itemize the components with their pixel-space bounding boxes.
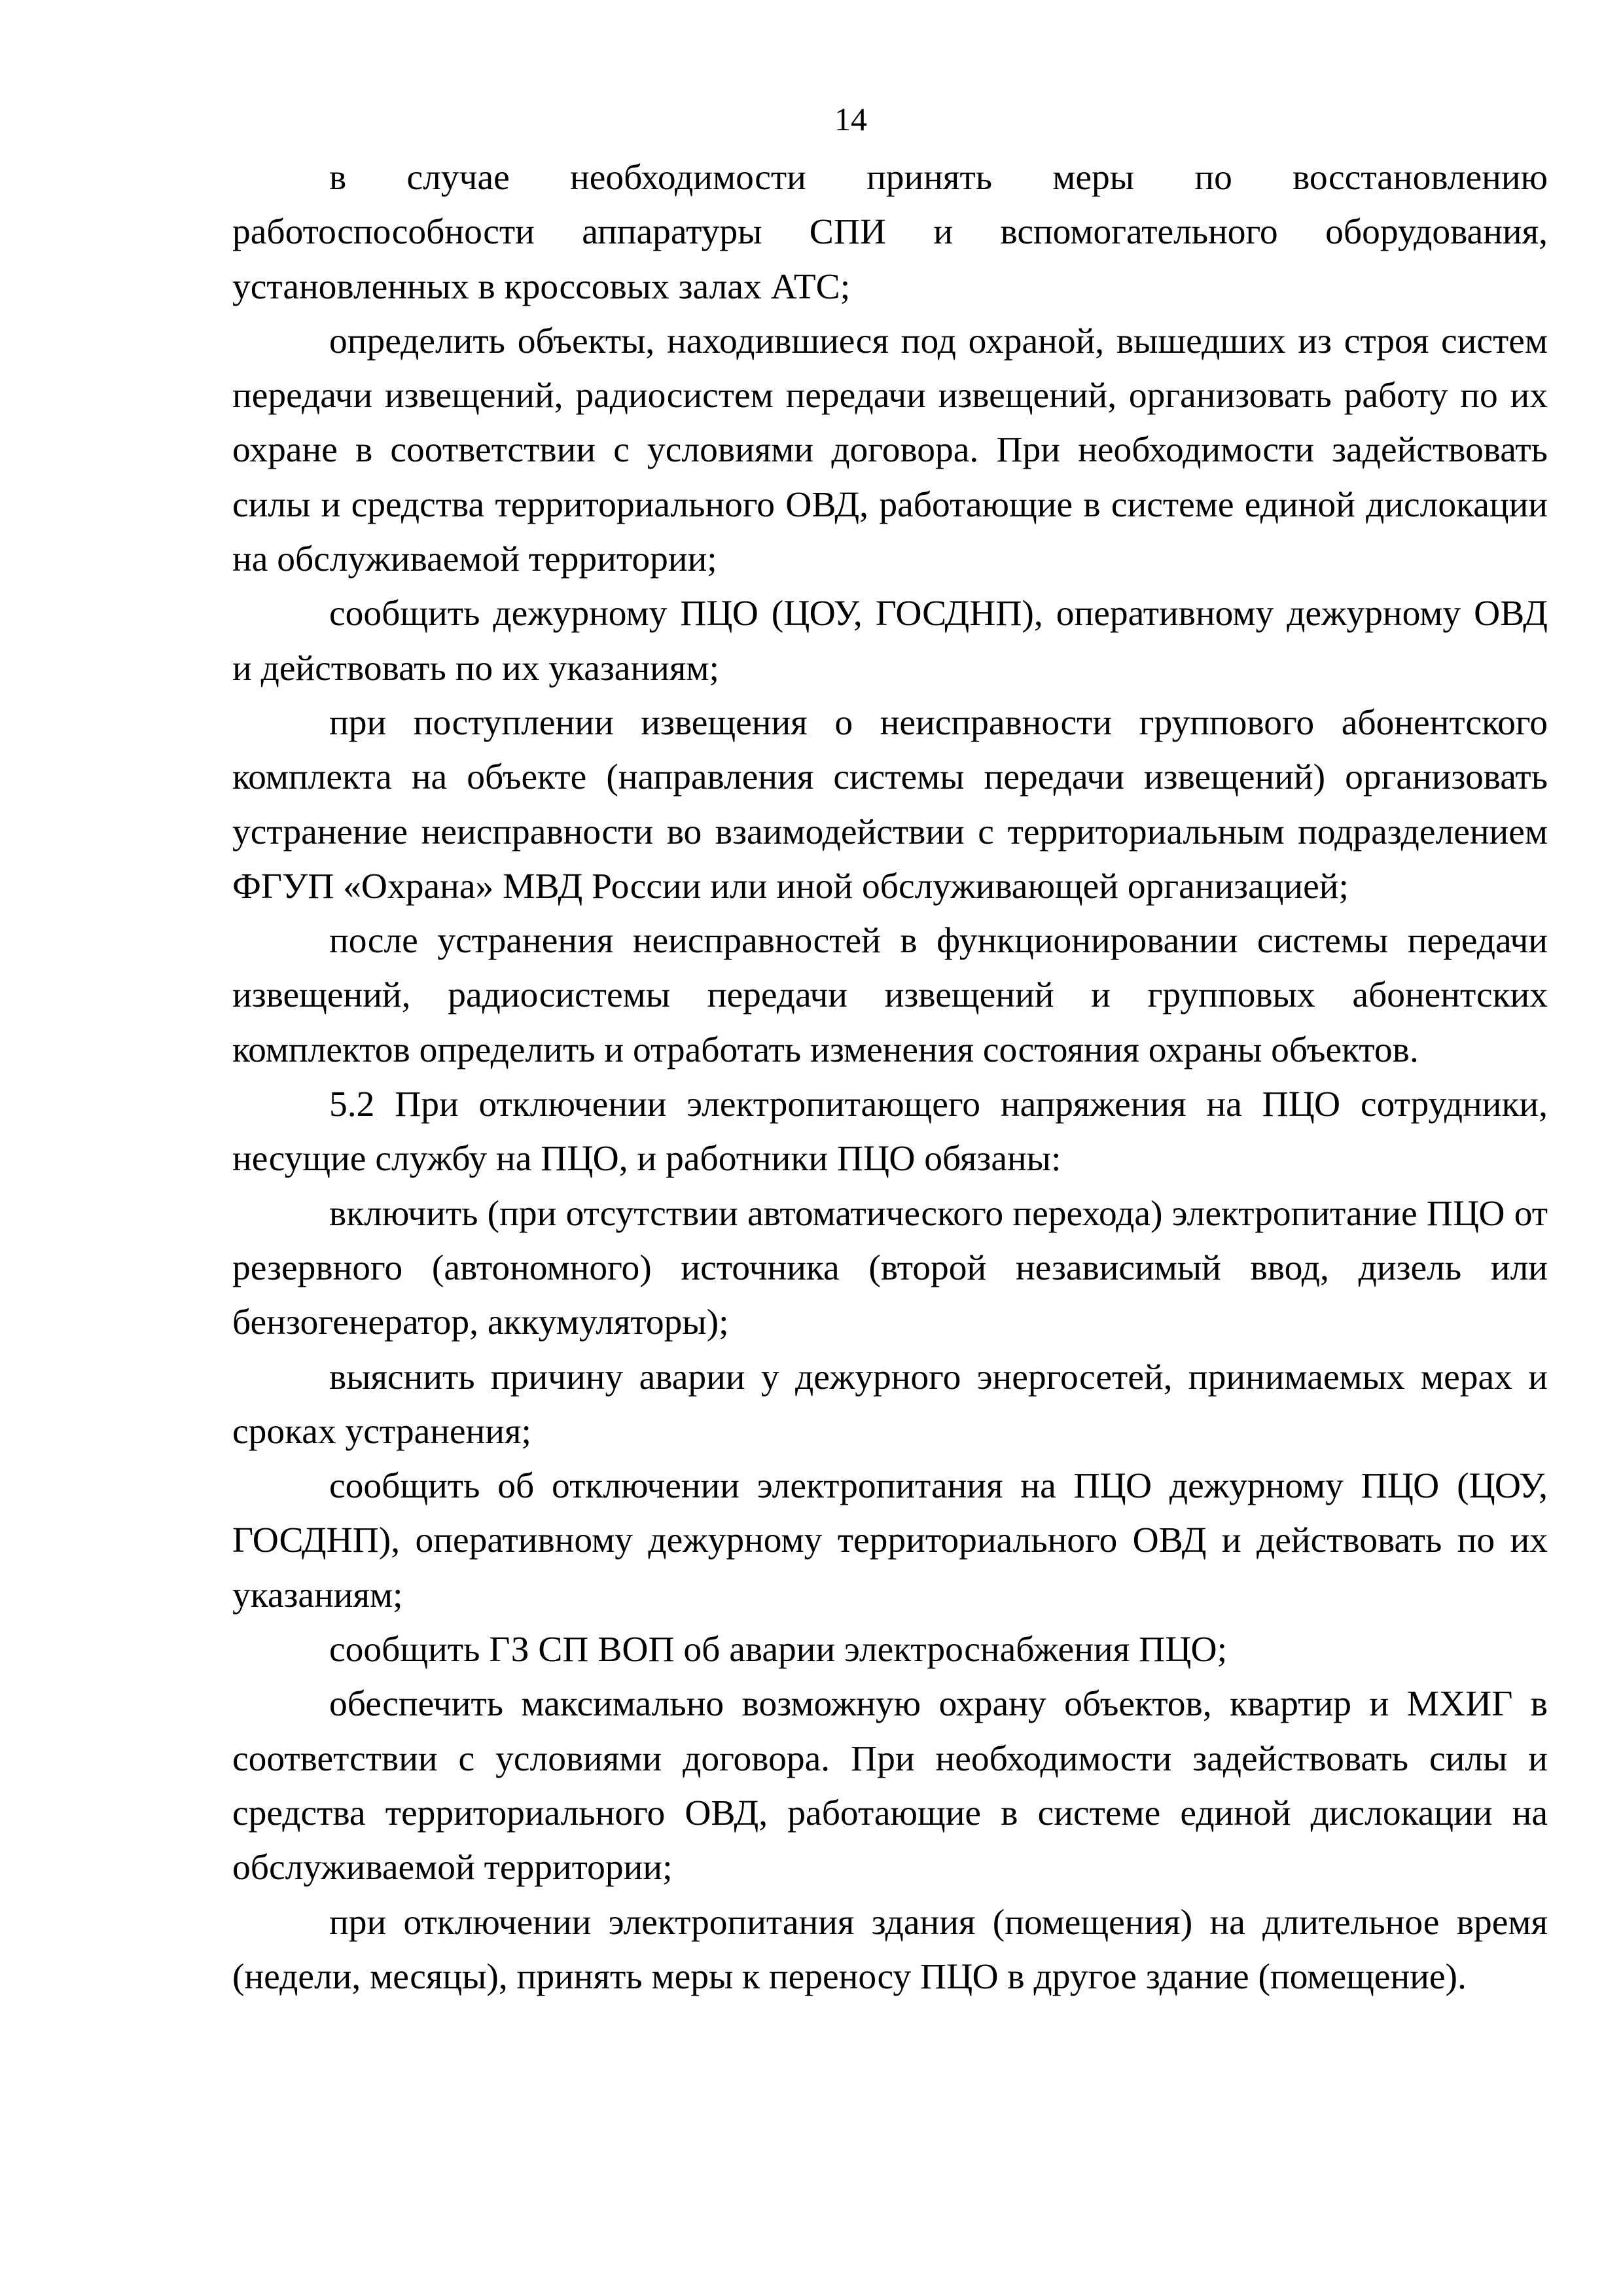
document-body: [232, 151, 1548, 2004]
paragraph: обеспечить максимально возможную охрану объектов, квартир и МХИГ в соответствии с условиями договора. При необходимости задействовать силы и средства территориального ОВД, работающие в системе единой дислокации на обслуживаемой территории;: [232, 1684, 1548, 1888]
paragraph: сообщить ГЗ СП ВОП об аварии электроснабжения ПЦО;: [329, 1630, 1228, 1670]
paragraph: при отключении электропитания здания (помещения) на длительное время (недели, месяцы), принять меры к переносу ПЦО в другое здание (помещение).: [232, 1902, 1548, 1997]
paragraph: определить объекты, находившиеся под охраной, вышедших из строя систем передачи извещений, радиосистем передачи извещений, организовать работу по их охране в соответствии с условиями договора. При необходимости задействовать силы и средства территориального ОВД, работающие в системе единой дислокации на обслуживаемой территории;: [232, 321, 1548, 580]
paragraph: сообщить об отключении электропитания на ПЦО дежурному ПЦО (ЦОУ, ГОСДНП), оперативному дежурному территориального ОВД и действовать по их указаниям;: [232, 1466, 1548, 1615]
paragraph: включить (при отсутствии автоматического перехода) электропитание ПЦО от резервного (автономного) источника (второй независимый ввод, дизель или бензогенератор, аккумуляторы);: [232, 1193, 1548, 1343]
paragraph: при поступлении извещения о неисправности группового абонентского комплекта на объекте (направления системы передачи извещений) организовать устранение неисправности во взаимодействии с территориальным подразделением ФГУП «Охрана» МВД России или иной обслуживающей организацией;: [232, 702, 1548, 906]
paragraph: сообщить дежурному ПЦО (ЦОУ, ГОСДНП), оперативному дежурному ОВД и действовать по их указаниям;: [232, 594, 1548, 689]
paragraph: в случае необходимости принять меры по восстановлению работоспособности аппаратуры СПИ и вспомогательного оборудования, установленных в кроссовых залах АТС;: [232, 158, 1548, 307]
paragraph: выяснить причину аварии у дежурного энергосетей, принимаемых мерах и сроках устранения;: [232, 1357, 1548, 1452]
paragraph: после устранения неисправностей в функционировании системы передачи извещений, радиосистемы передачи извещений и групповых абонентских комплектов определить и отработать изменения состояния охраны объектов.: [232, 921, 1548, 1070]
page-number: 14: [834, 101, 867, 137]
section-paragraph-5-2: 5.2 При отключении электропитающего напряжения на ПЦО сотрудники, несущие службу на ПЦО, и работники ПЦО обязаны:: [232, 1085, 1548, 1179]
